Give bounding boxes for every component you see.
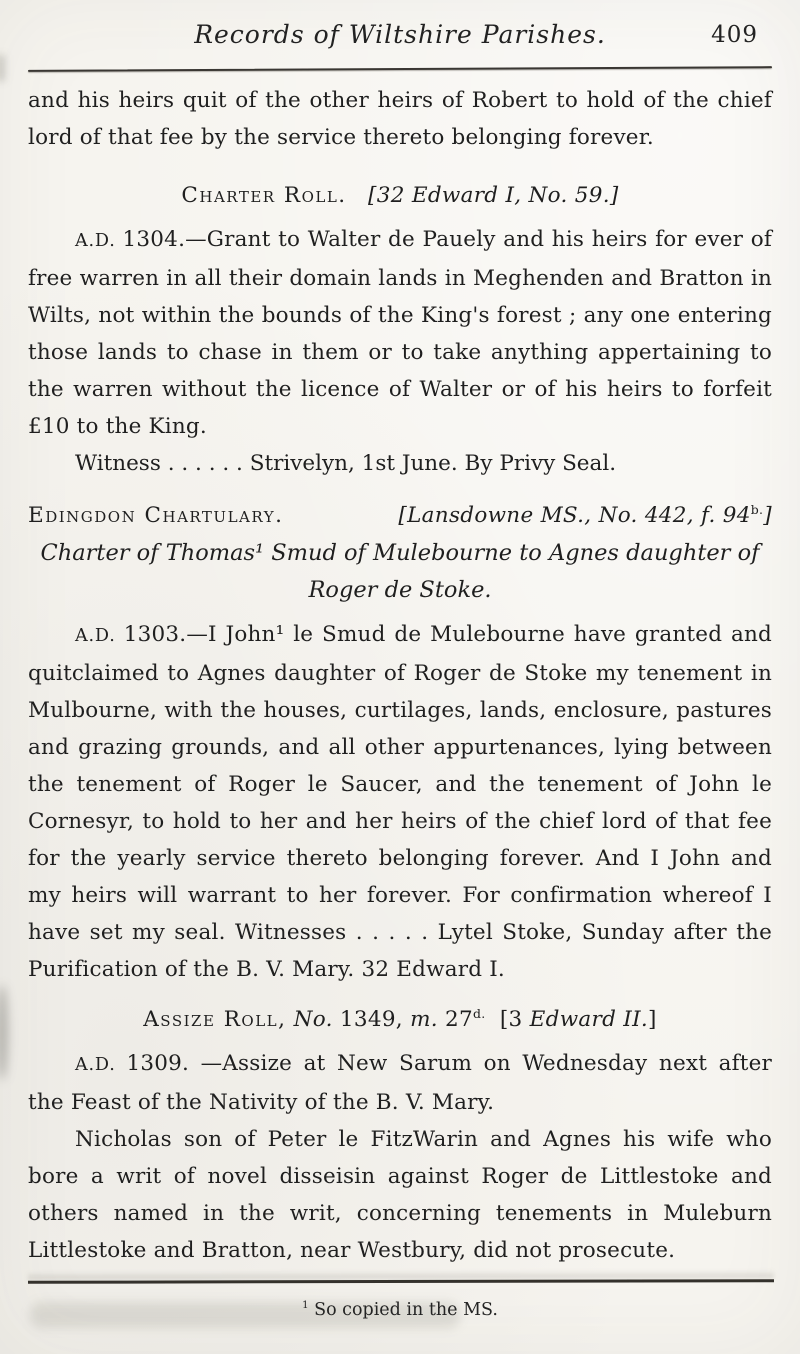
footnote [0, 1300, 800, 1320]
folio-superscript: b. [750, 501, 764, 517]
edingdon-heading-reference: [Lansdowne MS., No. 442, f. $94^{b.}$] [398, 501, 772, 528]
edingdon-heading [28, 497, 772, 534]
ad-label: A.D. [75, 626, 124, 646]
ink-smudge [0, 985, 8, 1080]
header-rule [28, 66, 772, 72]
footnote-marker: 1 [302, 1300, 309, 1312]
running-title: Records of Wiltshire Parishes. [194, 20, 606, 49]
assize-paragraph-2: Nicholas son of Peter le FitzWarin and Agnes his wife who bore a writ of novel disseisin against Roger de Littlestoke and others named in the writ, concerning tenements in Muleburn Littlestoke and Bratton, near Westbury, did not prosecute. [28, 1127, 772, 1263]
ad-label: A.D. [75, 1055, 127, 1075]
assize-paragraph-1 [28, 1045, 772, 1121]
footnote-text: So copied in the MS. [308, 1300, 498, 1320]
assize-heading-reference: [3 Edward II.] [499, 1007, 657, 1032]
charter-roll-heading [28, 177, 772, 214]
edingdon-subheading: Charter of Thomas¹ Smud of Mulebourne to Agnes daughter of Roger de Stoke. [40, 540, 760, 603]
charter-roll-heading-reference: [32 Edward I, No. 59.] [368, 183, 619, 208]
edingdon-paragraph-text: 1303.—I John¹ le Smud de Mulebourne have granted and quitclaimed to Agnes daughter of Roger de Stoke my tenement in Mulbourne, with the houses, curtilages, lands, enclosure, pastures and grazing grounds, and all other appurtenances, lying between the tenement of Roger le Saucer, and the tenement of John le Cornesyr, to hold to her and her heirs of the chief lord of that fee for the yearly service thereto belonging forever. And I John and my heirs will warrant to her forever. For confirmation whereof I have set my seal. Witnesses . . . . . Lytel Stoke, Sunday after the Purification of the B. V. Mary. 32 Edward I. [28, 622, 772, 982]
page-number: 409 [711, 22, 758, 48]
assize-heading-title: Assize Roll, [143, 1007, 287, 1032]
charter-roll-paragraph-text: 1304.—Grant to Walter de Pauely and his heirs for ever of free warren in all their domain lands in Meghenden and Bratton in Wilts, not within the bounds of the King's forest ; any one entering those lands to chase in them or to take anything appertaining to the warren without the licence of Walter or of his heirs to forfeit £10 to the King. [28, 227, 772, 439]
footnote-rule [28, 1279, 774, 1283]
assize-heading: Assize Roll, No. 1349, m. $27^{d.}$ [3 Edward II.] [143, 1005, 657, 1032]
edingdon-heading-title: Edingdon Chartulary. [28, 503, 284, 528]
edingdon-paragraph [28, 616, 772, 988]
membrane-superscript: d. [473, 1005, 486, 1021]
ad-label: A.D. [75, 231, 123, 251]
assize-paragraph-1-text: 1309. —Assize at New Sarum on Wednesday next after the Feast of the Nativity of the B. V. Mary. [28, 1051, 772, 1115]
intro-paragraph: and his heirs quit of the other heirs of Robert to hold of the chief lord of that fee by the service thereto belonging forever. [28, 88, 772, 150]
ink-smudge [0, 55, 5, 81]
witness-line: Witness . . . . . . Strivelyn, 1st June. By Privy Seal. [75, 451, 617, 476]
charter-roll-paragraph [28, 221, 772, 445]
charter-roll-heading-title: Charter Roll. [181, 183, 347, 208]
running-head [28, 14, 772, 54]
